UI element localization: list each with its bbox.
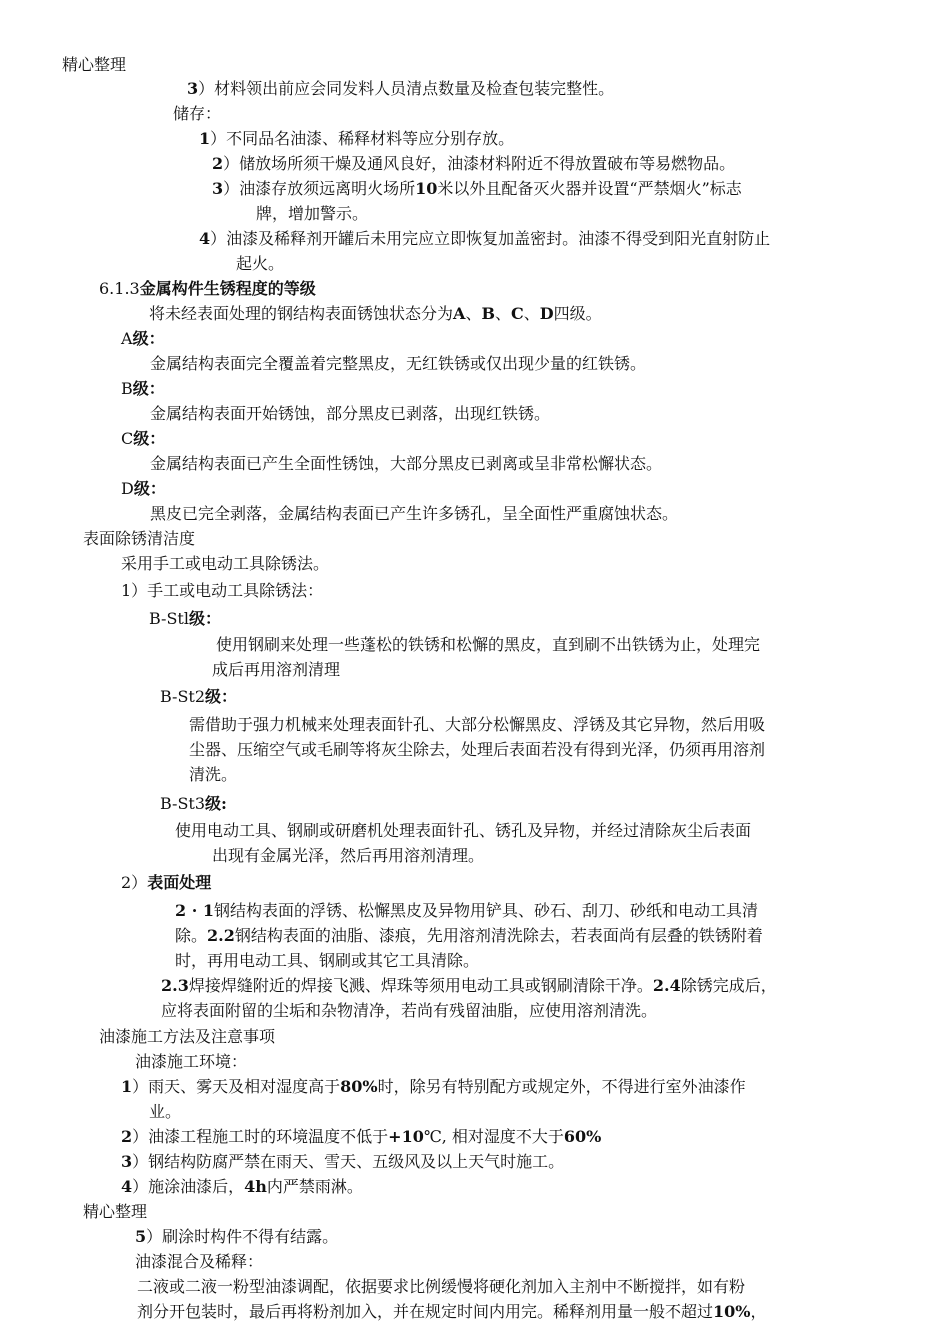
item-text: ）刷涂时构件不得有结露。 — [146, 1227, 339, 1246]
item-number: 3 — [212, 179, 224, 198]
item-number: 2 — [212, 154, 224, 173]
item-number: 2.2 — [207, 926, 235, 945]
item-text: 米以外且配备灭火器并设置“严禁烟火”标志 — [437, 179, 742, 198]
item-text: 剂分开包装时，最后再将粉剂加入，并在规定时间内用完。稀释剂用量一般不超过 — [137, 1302, 714, 1321]
cleaning-method: 采用手工或电动工具除锈法。 — [121, 554, 330, 573]
item-text: ）钢结构防腐严禁在雨天、雪天、五级风及以上天气时施工。 — [132, 1152, 565, 1171]
mixing-heading: 油漆混合及稀释： — [135, 1252, 264, 1271]
cleaning-sub-2 — [121, 870, 211, 895]
grade-letter: B — [481, 304, 495, 323]
env-item-5 — [135, 1224, 338, 1249]
st3-line-2: 出现有金属光泽，然后再用溶剂清理。 — [212, 846, 485, 865]
item-text: 内严禁雨淋。 — [266, 1177, 363, 1196]
grade-suffix: 级： — [205, 687, 238, 706]
item-text: ）雨天、雾天及相对湿度高于 — [132, 1077, 341, 1096]
item-text: ℃, 相对湿度不大于 — [423, 1127, 564, 1146]
grade-a-label — [121, 326, 165, 351]
item-text: 焊接焊缝附近的焊接飞溅、焊珠等须用电动工具或钢刷清除干净。 — [188, 976, 653, 995]
grade-letter: D — [539, 304, 554, 323]
temperature-value: +10 — [388, 1127, 424, 1146]
item-text: 钢结构表面的油脂、漆痕，先用溶剂清洗除去，若表面尚有层叠的铁锈附着 — [234, 926, 763, 945]
separator: 、 — [465, 304, 482, 323]
item-number: 4 — [121, 1177, 133, 1196]
grade-d-label — [121, 476, 166, 501]
sub-title: 表面处理 — [147, 873, 212, 892]
item-text: ， — [750, 1302, 767, 1321]
storage-item-1 — [199, 126, 514, 151]
grade-d-description: 黑皮已完全剥落，金属结构表面已产生许多锈孔，呈全面性严重腐蚀状态。 — [150, 504, 679, 523]
env-item-3 — [121, 1149, 564, 1174]
humidity-value: 80% — [340, 1077, 378, 1096]
grade-b-label — [121, 376, 165, 401]
page-header: 精心整理 — [62, 55, 127, 74]
st2-line-1: 需借助于强力机械来处理表面针孔、大部分松懈黑皮、浮锈及其它异物，然后用吸 — [189, 715, 766, 734]
item-text: 时，除另有特别配方或规定外，不得进行室外油漆作 — [377, 1077, 746, 1096]
grade-b-description: 金属结构表面开始锈蚀，部分黑皮已剥落，出现红铁锈。 — [150, 404, 551, 423]
st2-label — [160, 684, 237, 709]
item-text: 除。 — [175, 926, 208, 945]
item-number: 3 — [187, 79, 199, 98]
item-number: 2） — [121, 873, 148, 892]
item-text: ）油漆工程施工时的环境温度不低于 — [132, 1127, 389, 1146]
grade-letter: A — [453, 304, 466, 323]
painting-env-heading: 油漆施工环境： — [135, 1052, 248, 1071]
grade-letter: C — [121, 429, 134, 448]
section-title: 金属构件生锈程度的等级 — [139, 279, 316, 298]
section-heading-6-1-3 — [99, 276, 316, 301]
grade-suffix: 级： — [188, 609, 221, 628]
treatment-2-2-line-2: 时，再用电动工具、钢刷或其它工具清除。 — [175, 951, 480, 970]
item-text: ）油漆存放须远离明火场所 — [223, 179, 416, 198]
cleaning-heading: 表面除锈清洁度 — [83, 529, 196, 548]
item-number: 2 — [121, 1127, 133, 1146]
grade-letter: D — [121, 479, 134, 498]
item-text: 除锈完成后， — [680, 976, 777, 995]
rust-grade-intro — [149, 301, 602, 326]
mixing-line-2 — [137, 1299, 767, 1324]
item-number: 1 — [121, 1077, 133, 1096]
grade-letter: A — [121, 329, 133, 348]
cleaning-sub-1: 1）手工或电动工具除锈法： — [121, 581, 324, 600]
storage-heading: 储存： — [173, 104, 222, 123]
grade-code: B-St3 — [160, 794, 206, 813]
item-text: ）材料领出前应会同发料人员清点数量及检查包装完整性。 — [198, 79, 615, 98]
duration-value: 4h — [244, 1177, 267, 1196]
storage-item-3-continued: 牌，增加警示。 — [256, 204, 369, 223]
distance-value: 10 — [415, 179, 438, 198]
storage-item-2 — [212, 151, 735, 176]
storage-item-4 — [199, 226, 770, 251]
treatment-2-3-line — [161, 973, 777, 998]
storage-item-4-continued: 起火。 — [236, 254, 285, 273]
grade-c-label — [121, 426, 165, 451]
section-number: 6.1.3 — [99, 279, 140, 298]
separator: 、 — [523, 304, 540, 323]
env-item-4 — [121, 1174, 363, 1199]
separator: 、 — [494, 304, 511, 323]
st1-label — [149, 606, 221, 631]
env-item-2 — [121, 1124, 601, 1149]
item-number: 2.4 — [652, 976, 681, 995]
item-text: ）油漆及稀释剂开罐后未用完应立即恢复加盖密封。油漆不得受到阳光直射防止 — [210, 229, 771, 248]
grade-suffix: 级: — [205, 794, 227, 813]
st3-line-1: 使用电动工具、钢刷或研磨机处理表面针孔、锈孔及异物，并经过清除灰尘后表面 — [175, 821, 752, 840]
item-text: ）不同品名油漆、稀释材料等应分别存放。 — [210, 129, 515, 148]
storage-item-3 — [212, 176, 742, 201]
mixing-line-1: 二液或二液一粉型油漆调配，依据要求比例缓慢将硬化剂加入主剂中不断搅拌，如有粉 — [137, 1277, 746, 1296]
treatment-2-1-line-1 — [175, 898, 758, 923]
grade-suffix: 级： — [133, 429, 166, 448]
item-number: 2 · 1 — [175, 901, 214, 920]
intro-text: 四级。 — [553, 304, 602, 323]
page-header-2: 精心整理 — [83, 1202, 148, 1221]
grade-letter: B — [121, 379, 133, 398]
env-item-1-continued: 业。 — [149, 1102, 182, 1121]
grade-a-description: 金属结构表面完全覆盖着完整黑皮，无红铁锈或仅出现少量的红铁锈。 — [150, 354, 647, 373]
grade-code: B-St2 — [160, 687, 206, 706]
st1-line-1: 使用钢刷来处理一些蓬松的铁锈和松懈的黑皮，直到刷不出铁锈为止，处理完 — [216, 635, 761, 654]
treatment-2-4-line-2: 应将表面附留的尘垢和杂物清净，若尚有残留油脂，应使用溶剂清洗。 — [161, 1001, 658, 1020]
humidity-value: 60% — [563, 1127, 602, 1146]
item-text: 钢结构表面的浮锈、松懈黑皮及异物用铲具、砂石、刮刀、砂纸和电动工具清 — [213, 901, 758, 920]
st3-label — [160, 791, 227, 816]
grade-suffix: 级： — [132, 379, 165, 398]
intro-text: 将未经表面处理的钢结构表面锈蚀状态分为 — [149, 304, 454, 323]
item-number: 3 — [121, 1152, 133, 1171]
item-number: 2.3 — [161, 976, 189, 995]
item-text: ）施涂油漆后， — [132, 1177, 245, 1196]
item-number: 4 — [199, 229, 211, 248]
st2-line-3: 清洗。 — [189, 765, 238, 784]
grade-code: B-Stl — [149, 609, 189, 628]
item-number: 1 — [199, 129, 211, 148]
receiving-item-3 — [187, 76, 614, 101]
st2-line-2: 尘器、压缩空气或毛刷等将灰尘除去，处理后表面若没有得到光泽，仍须再用溶剂 — [189, 740, 766, 759]
item-text: ）储放场所须干燥及通风良好，油漆材料附近不得放置破布等易燃物品。 — [223, 154, 736, 173]
env-item-1 — [121, 1074, 746, 1099]
grade-letter: C — [511, 304, 524, 323]
st1-line-2: 成后再用溶剂清理 — [212, 660, 341, 679]
treatment-2-2-line — [175, 923, 763, 948]
painting-heading: 油漆施工方法及注意事项 — [99, 1027, 276, 1046]
ratio-value: 10% — [713, 1302, 751, 1321]
grade-suffix: 级： — [132, 329, 165, 348]
grade-suffix: 级： — [133, 479, 166, 498]
grade-c-description: 金属结构表面已产生全面性锈蚀，大部分黑皮已剥离或呈非常松懈状态。 — [150, 454, 663, 473]
item-number: 5 — [135, 1227, 147, 1246]
